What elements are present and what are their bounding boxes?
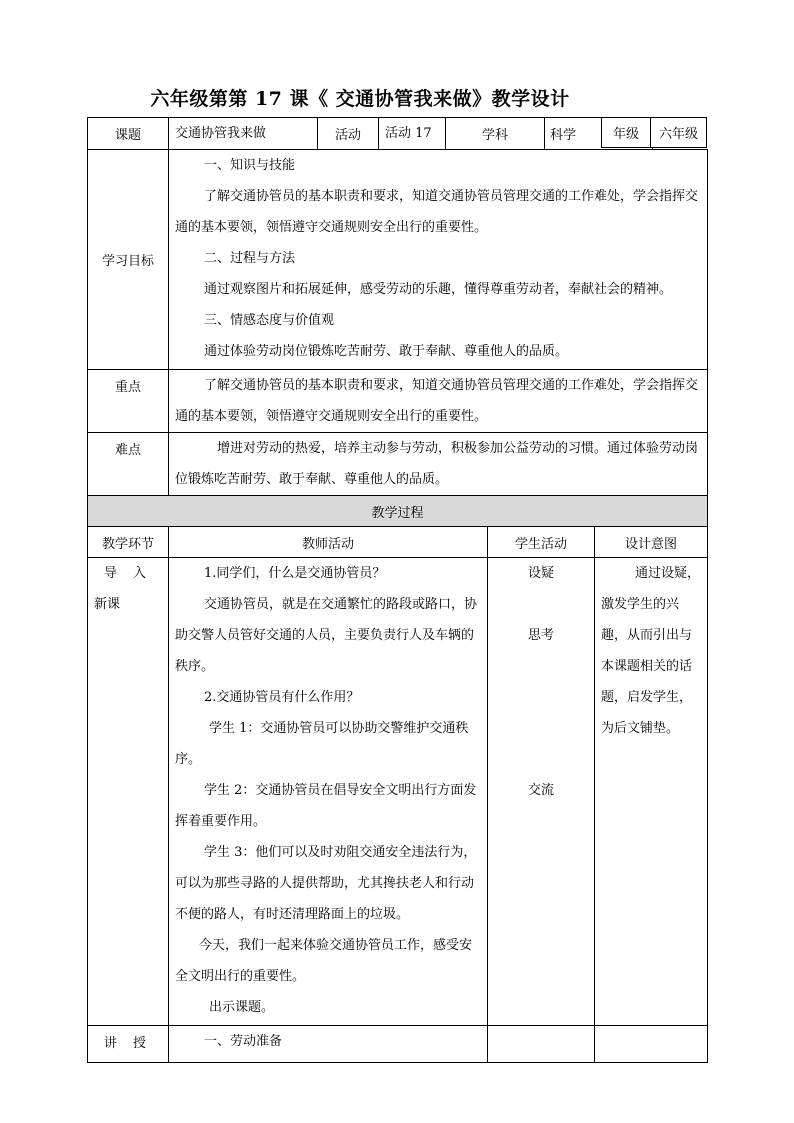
student-activity-1: 设疑 (528, 566, 555, 581)
col-student-header: 学生活动 (488, 527, 595, 558)
grade-value-cell: 六年级 (650, 118, 706, 147)
lesson-plan-table (87, 117, 708, 1063)
intro-student (488, 558, 595, 1026)
difficulties-paragraph: 增进对劳动的热爱，培养主动参与劳动，积极参加公益劳动的习惯。通过体验劳动岗位锻炼吃苦耐劳、敢于奉献、尊重他人的品质。 (175, 441, 699, 487)
process-header-row (88, 527, 708, 558)
student-answer-2: 学生 2：交通协管员在倡导安全文明出行方面发挥着重要作用。 (175, 783, 477, 829)
key-points-row (88, 370, 708, 433)
objectives-content (169, 150, 708, 370)
objective-text-3: 通过体验劳动岗位锻炼吃苦耐劳、敢于奉献、尊重他人的品质。 (204, 344, 569, 359)
objective-text-1: 了解交通协管员的基本职责和要求，知道交通协管员管理交通的工作难处，学会指挥交通的基本要领，领悟遵守交通规则安全出行的重要性。 (175, 189, 699, 235)
objectives-row (88, 150, 708, 370)
intro-stage (88, 558, 169, 1026)
intro-stage-line1: 导 入 (103, 566, 153, 581)
student-activity-3: 交流 (528, 783, 555, 798)
objective-heading-2: 二、过程与方法 (204, 251, 296, 266)
design-intent-text: 通过设疑，激发学生的兴趣，从而引出与本课题相关的话题，启发学生，为后文铺垫。 (601, 566, 701, 736)
lecture-row (88, 1026, 708, 1063)
subject-label: 课题 (88, 118, 169, 150)
key-points-text (169, 370, 708, 433)
student-activity-2: 思考 (528, 628, 555, 643)
grade-cells (601, 117, 707, 148)
objectives-label: 学习目标 (88, 150, 169, 370)
lecture-teacher-text: 一、劳动准备 (204, 1034, 283, 1049)
teacher-question-2: 2.交通协管员有什么作用？ (204, 690, 360, 705)
intro-design (595, 558, 708, 1026)
lecture-stage: 讲 授 (88, 1026, 169, 1063)
intro-teacher (169, 558, 488, 1026)
col-design-header: 设计意图 (595, 527, 708, 558)
lecture-design (595, 1026, 708, 1063)
objective-heading-1: 一、知识与技能 (204, 158, 296, 173)
grade-label-cell: 年级 (601, 118, 650, 147)
col-teacher-header: 教师活动 (169, 527, 488, 558)
difficulties-text (169, 433, 708, 496)
discipline-label: 学科 (446, 118, 545, 150)
teacher-show-title: 出示课题。 (209, 1000, 275, 1015)
activity-label: 活动 (318, 118, 379, 150)
key-points-paragraph: 了解交通协管员的基本职责和要求，知道交通协管员管理交通的工作难处，学会指挥交通的基本要领，领悟遵守交通规则安全出行的重要性。 (175, 378, 699, 424)
teacher-answer-1: 交通协管员，就是在交通繁忙的路段或路口，协助交警人员管好交通的人员，主要负责行人及车辆的秩序。 (175, 597, 478, 674)
student-answer-3: 学生 3：他们可以及时劝阻交通安全违法行为，可以为那些寻路的人提供帮助，尤其搀扶老人和行动不便的路人，有时还清理路面上的垃圾。 (175, 845, 477, 922)
teacher-today: 今天，我们一起来体验交通协管员工作，感受安全文明出行的重要性。 (175, 938, 473, 984)
lecture-student (488, 1026, 595, 1063)
intro-row (88, 558, 708, 1026)
col-stage-header: 教学环节 (88, 527, 169, 558)
lecture-teacher (169, 1026, 488, 1063)
objective-text-2: 通过观察图片和拓展延伸，感受劳动的乐趣，懂得尊重劳动者，奉献社会的精神。 (204, 282, 673, 297)
teacher-question-1: 1.同学们，什么是交通协管员？ (204, 566, 386, 581)
activity-value: 活动 17 (379, 118, 446, 150)
process-section-title: 教学过程 (88, 496, 708, 527)
subject-value: 交通协管我来做 (169, 118, 318, 150)
difficulties-label: 难点 (88, 433, 169, 496)
student-answer-1: 学生 1：交通协管员可以协助交警维护交通秩序。 (175, 721, 469, 767)
process-section-row (88, 496, 708, 527)
intro-stage-line2: 新课 (94, 597, 121, 612)
key-points-label: 重点 (88, 370, 169, 433)
document-title: 六年级第第 17 课《 交通协管我来做》教学设计 (150, 88, 570, 110)
discipline-value: 科学 (545, 118, 653, 150)
difficulties-row (88, 433, 708, 496)
objective-heading-3: 三、情感态度与价值观 (204, 313, 335, 328)
